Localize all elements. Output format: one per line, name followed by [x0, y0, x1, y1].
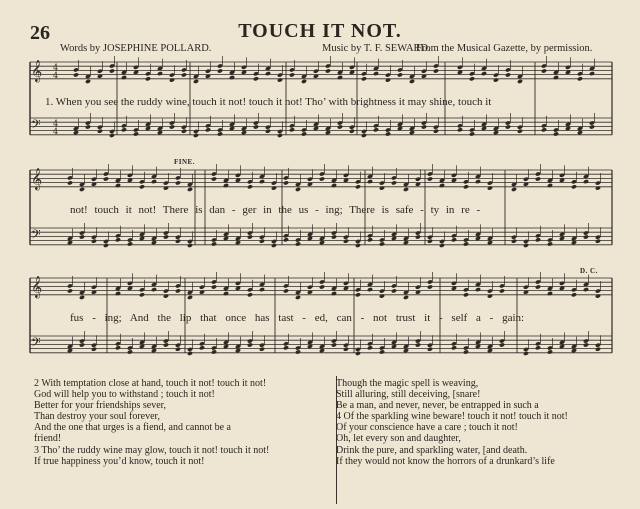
notehead: [115, 345, 121, 350]
notehead: [193, 79, 199, 84]
notehead: [355, 292, 361, 297]
notehead: [427, 347, 433, 352]
notehead: [79, 187, 85, 192]
notehead: [151, 287, 157, 292]
notehead: [247, 292, 253, 297]
notehead: [229, 75, 235, 80]
verse-line: friend!: [34, 433, 62, 445]
notehead: [301, 79, 307, 84]
notehead: [367, 287, 373, 292]
verse-line: Still alluring, still deceiving, [snare!: [336, 389, 481, 401]
notehead: [85, 79, 91, 84]
notehead: [181, 129, 187, 134]
notehead: [397, 72, 403, 77]
notehead: [589, 71, 595, 76]
notehead: [583, 287, 589, 292]
verse-line: 4 Of the sparkling wine beware! touch it not! touch it not!: [336, 411, 568, 423]
notehead: [103, 176, 109, 181]
notehead: [523, 243, 529, 248]
notehead: [475, 287, 481, 292]
notehead: [265, 129, 271, 134]
notehead: [469, 76, 475, 81]
notehead: [67, 180, 73, 185]
notehead: [283, 180, 289, 185]
verse-line: Though the magic spell is weaving,: [336, 378, 479, 389]
notehead: [463, 184, 469, 189]
verse-line: Of your conscience have a care ; touch it not!: [336, 422, 518, 434]
notehead: [547, 241, 553, 246]
notehead: [583, 234, 589, 239]
verse-line: Than destroy your soul forever,: [34, 411, 160, 423]
notehead: [517, 79, 523, 84]
notehead: [109, 68, 115, 73]
notehead: [367, 345, 373, 350]
notehead: [205, 127, 211, 132]
notehead: [187, 351, 193, 356]
notehead: [211, 284, 217, 289]
notehead: [187, 295, 193, 300]
notehead: [481, 71, 487, 76]
notehead: [571, 292, 577, 297]
lyric-line-3: fus - ing; And the lip that once has tast - ed, can - not trust it - self a - gain:: [70, 312, 525, 324]
notehead: [259, 179, 265, 184]
notehead: [577, 76, 583, 81]
notehead: [457, 127, 463, 132]
notehead: [511, 187, 517, 192]
notehead: [277, 78, 283, 83]
fine-mark: FINE.: [174, 158, 195, 166]
notehead: [271, 243, 277, 248]
notehead: [379, 294, 385, 299]
time-signature: 4: [53, 71, 59, 80]
notehead: [361, 133, 367, 138]
notehead: [367, 179, 373, 184]
notehead: [343, 239, 349, 244]
notehead: [157, 71, 163, 76]
notehead: [535, 176, 541, 181]
notehead: [595, 239, 601, 244]
notehead: [427, 176, 433, 181]
notehead: [463, 241, 469, 246]
notehead: [439, 243, 445, 248]
notehead: [295, 295, 301, 300]
verse-line: Drink the pure, and sparkling water, [and death.: [336, 444, 528, 456]
notehead: [97, 129, 103, 134]
notehead: [79, 295, 85, 300]
notehead: [91, 347, 97, 352]
source-credit: From the Musical Gazette, by permission.: [416, 43, 593, 54]
notehead: [217, 68, 223, 73]
notehead: [211, 349, 217, 354]
notehead: [355, 184, 361, 189]
notehead: [187, 187, 193, 192]
notehead: [547, 183, 553, 188]
notehead: [115, 237, 121, 242]
notehead: [187, 243, 193, 248]
notehead: [325, 68, 331, 73]
notehead: [427, 239, 433, 244]
notehead: [439, 183, 445, 188]
notehead: [319, 284, 325, 289]
notehead: [415, 234, 421, 239]
notehead: [253, 76, 259, 81]
notehead: [283, 345, 289, 350]
notehead: [547, 349, 553, 354]
notehead: [331, 234, 337, 239]
notehead: [79, 342, 85, 347]
notehead: [139, 292, 145, 297]
notehead: [403, 295, 409, 300]
notehead: [541, 127, 547, 132]
time-signature: 4: [53, 119, 59, 128]
notehead: [547, 291, 553, 296]
verse-line: Be a man, and never, never, be entrapped in such a: [336, 400, 539, 412]
notehead: [319, 176, 325, 181]
notehead: [151, 179, 157, 184]
verse-line: God will help you to withstand ; touch it not!: [34, 389, 215, 401]
notehead: [175, 347, 181, 352]
notehead: [289, 127, 295, 132]
notehead: [247, 184, 253, 189]
dc-mark: D. C.: [580, 267, 598, 275]
notehead: [463, 292, 469, 297]
verse-line: 2 With temptation close at hand, touch it not! touch it not!: [34, 378, 267, 389]
notehead: [259, 239, 265, 244]
notehead: [169, 124, 175, 129]
music-credit: Music by T. F. SEWARD.: [322, 43, 431, 54]
notehead: [499, 288, 505, 293]
treble-clef-icon: 𝄞: [31, 276, 43, 298]
notehead: [541, 68, 547, 73]
lyric-line-2: not! touch it not! There is dan - ger in the us - ing; There is safe - ty in re -: [70, 204, 481, 216]
time-signature: 4: [53, 63, 59, 72]
notehead: [493, 78, 499, 83]
notehead: [379, 349, 385, 354]
notehead: [73, 72, 79, 77]
notehead: [217, 131, 223, 136]
notehead: [505, 72, 511, 77]
notehead: [175, 288, 181, 293]
notehead: [415, 342, 421, 347]
notehead: [67, 288, 73, 293]
notehead: [259, 287, 265, 292]
notehead: [163, 342, 169, 347]
notehead: [331, 291, 337, 296]
notehead: [385, 78, 391, 83]
notehead: [271, 186, 277, 191]
notehead: [451, 237, 457, 242]
notehead: [283, 288, 289, 293]
notehead: [259, 347, 265, 352]
notehead: [583, 179, 589, 184]
notehead: [295, 187, 301, 192]
notehead: [421, 124, 427, 129]
notehead: [109, 133, 115, 138]
notehead: [553, 75, 559, 80]
notehead: [211, 176, 217, 181]
notehead: [589, 124, 595, 129]
verse-line: If true happiness you’d know, touch it not!: [34, 455, 205, 467]
notehead: [211, 241, 217, 246]
notehead: [331, 342, 337, 347]
notehead: [301, 131, 307, 136]
notehead: [91, 239, 97, 244]
notehead: [295, 241, 301, 246]
notehead: [169, 78, 175, 83]
treble-clef-icon: 𝄞: [31, 60, 43, 82]
notehead: [463, 349, 469, 354]
notehead: [349, 129, 355, 134]
notehead: [487, 294, 493, 299]
notehead: [499, 342, 505, 347]
notehead: [373, 127, 379, 132]
notehead: [247, 234, 253, 239]
notehead: [403, 187, 409, 192]
notehead: [571, 184, 577, 189]
notehead: [361, 76, 367, 81]
notehead: [511, 239, 517, 244]
notehead: [517, 129, 523, 134]
lyric-line-1: 1. When you see the ruddy wine, touch it not! touch it not! Tho’ with brightness it may shine, touch it: [45, 96, 492, 108]
verse-line: Better for your friendships sever,: [34, 400, 167, 412]
notehead: [265, 71, 271, 76]
notehead: [337, 124, 343, 129]
notehead: [175, 239, 181, 244]
notehead: [553, 131, 559, 136]
notehead: [193, 133, 199, 138]
notehead: [181, 72, 187, 77]
notehead: [79, 234, 85, 239]
verse-line: 3 Tho’ the ruddy wine may glow, touch it not! touch it not!: [34, 444, 270, 456]
notehead: [277, 133, 283, 138]
notehead: [391, 288, 397, 293]
notehead: [121, 75, 127, 80]
notehead: [223, 183, 229, 188]
bass-clef-icon: 𝄢: [31, 227, 41, 245]
verse-line: Oh, let every son and daughter,: [336, 433, 461, 445]
verses-left-column: [34, 378, 269, 467]
notehead: [583, 342, 589, 347]
notehead: [373, 71, 379, 76]
notehead: [487, 186, 493, 191]
notehead: [175, 180, 181, 185]
notehead: [427, 284, 433, 289]
notehead: [145, 76, 151, 81]
notehead: [595, 294, 601, 299]
notehead: [409, 79, 415, 84]
page-number: 26: [30, 22, 50, 44]
notehead: [355, 243, 361, 248]
words-credit: Words by JOSEPHINE POLLARD.: [60, 43, 212, 54]
notehead: [103, 243, 109, 248]
notehead: [355, 351, 361, 356]
notehead: [295, 349, 301, 354]
notehead: [223, 291, 229, 296]
notehead: [379, 186, 385, 191]
verse-line: If they would not know the horrors of a drunkard’s life: [336, 455, 555, 467]
notehead: [379, 241, 385, 246]
notehead: [535, 237, 541, 242]
notehead: [343, 347, 349, 352]
bass-clef-icon: 𝄢: [31, 335, 41, 353]
notehead: [289, 72, 295, 77]
bass-clef-icon: 𝄢: [31, 117, 41, 135]
notehead: [535, 345, 541, 350]
notehead: [523, 351, 529, 356]
time-signature: 4: [53, 127, 59, 136]
notehead: [163, 294, 169, 299]
notehead: [283, 237, 289, 242]
notehead: [121, 127, 127, 132]
notehead: [475, 179, 481, 184]
notehead: [331, 183, 337, 188]
notehead: [451, 345, 457, 350]
notehead: [127, 349, 133, 354]
notehead: [127, 241, 133, 246]
notehead: [595, 347, 601, 352]
notehead: [163, 186, 169, 191]
notehead: [115, 183, 121, 188]
notehead: [385, 131, 391, 136]
notehead: [433, 129, 439, 134]
notehead: [391, 180, 397, 185]
notehead: [253, 124, 259, 129]
notehead: [433, 68, 439, 73]
notehead: [115, 291, 121, 296]
notehead: [595, 186, 601, 191]
notehead: [337, 75, 343, 80]
song-title: TOUCH IT NOT.: [238, 20, 402, 42]
notehead: [163, 234, 169, 239]
treble-clef-icon: 𝄞: [31, 168, 43, 190]
notehead: [199, 345, 205, 350]
notehead: [85, 124, 91, 129]
notehead: [133, 131, 139, 136]
notehead: [505, 124, 511, 129]
notehead: [469, 131, 475, 136]
notehead: [367, 237, 373, 242]
notehead: [247, 342, 253, 347]
verses-right-column: [336, 378, 568, 467]
notehead: [139, 184, 145, 189]
notehead: [535, 284, 541, 289]
verse-line: And the one that urges is a fiend, and cannot be a: [34, 422, 231, 434]
